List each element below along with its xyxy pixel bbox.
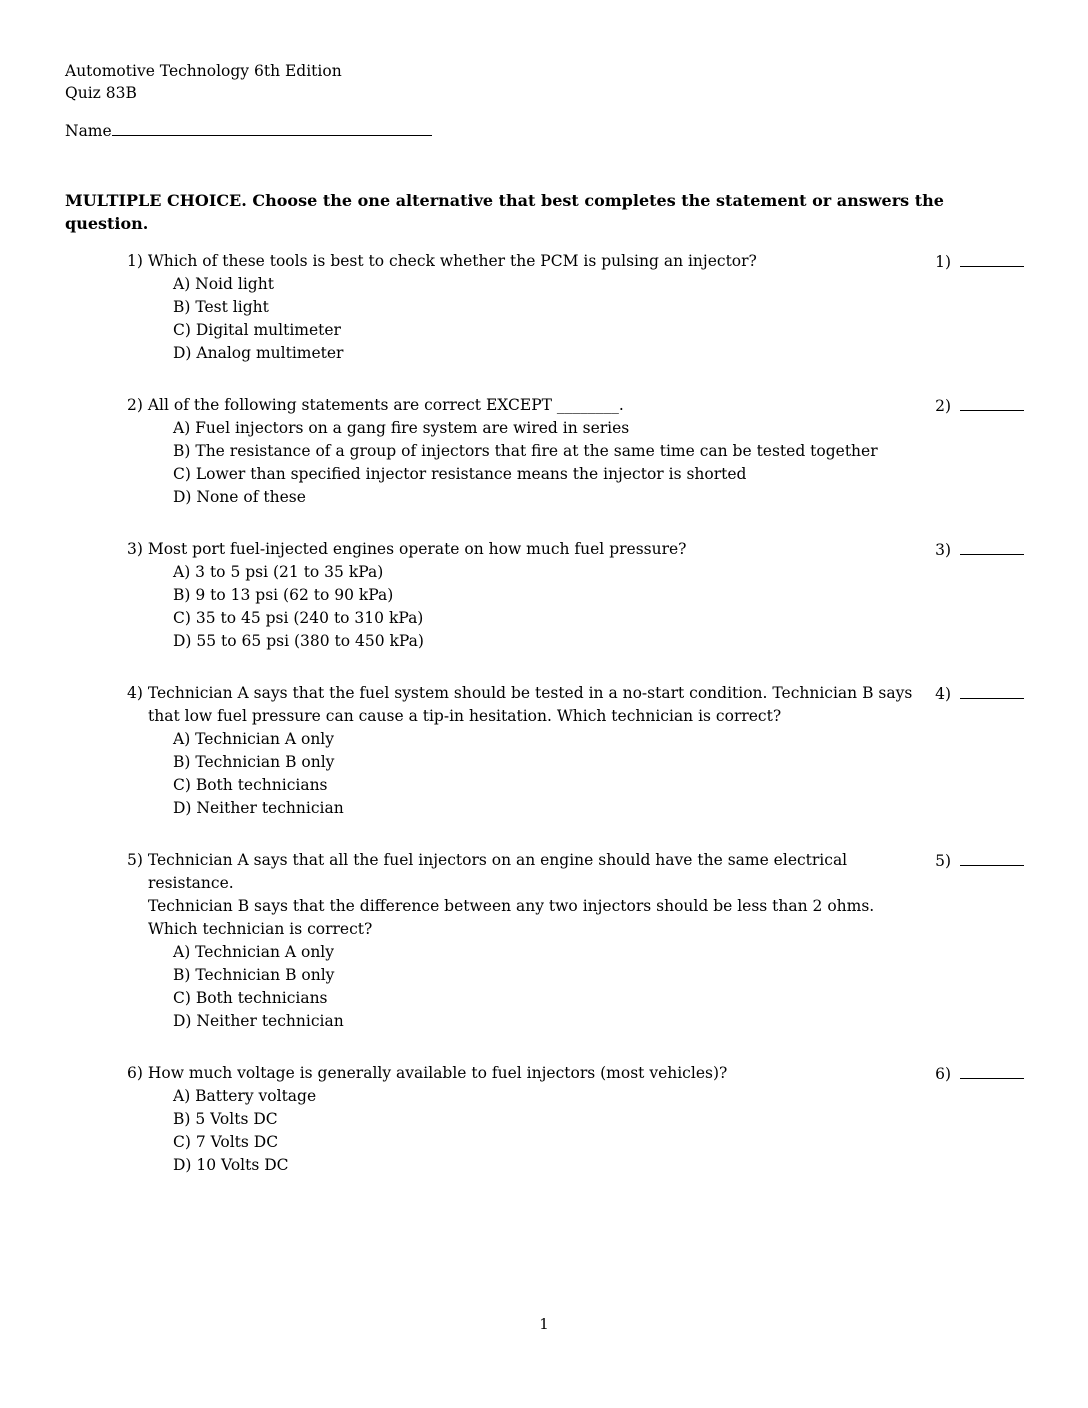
answer-number: 6) [935,1065,951,1083]
answer-blank [960,682,1024,699]
question-lines [127,1062,918,1085]
name-blank [112,120,432,136]
section-title: MULTIPLE CHOICE. Choose the one alternative that best completes the statement or answers the question. [65,191,944,233]
document-header [65,60,1024,104]
question-number: 1) [127,252,143,270]
answer-area [924,250,1024,274]
question-body [127,1062,918,1177]
choice: A) Technician A only [173,943,335,961]
choice: B) The resistance of a group of injectors that fire at the same time can be tested together [173,442,878,460]
answer-blank [960,394,1024,411]
choice: B) 9 to 13 psi (62 to 90 kPa) [173,586,394,604]
question-first-line: 6) How much voltage is generally available to fuel injectors (most vehicles)? [127,1064,728,1082]
answer-blank [960,250,1024,267]
answer-number: 3) [935,541,951,559]
answer-blank [960,538,1024,555]
quiz-title: Quiz 83B [65,84,137,102]
choice: D) 55 to 65 psi (380 to 450 kPa) [173,632,424,650]
choice: C) Lower than specified injector resistance means the injector is shorted [173,465,747,483]
choices [127,417,918,509]
question-first-line: 3) Most port fuel-injected engines operate on how much fuel pressure? [127,540,687,558]
choices [127,561,918,653]
question [127,1062,1024,1177]
answer-number: 4) [935,685,951,703]
name-row [65,120,1024,142]
question-body [127,538,918,653]
question-body [127,250,918,365]
answer-number: 1) [935,253,951,271]
question-number: 6) [127,1064,143,1082]
answer-number: 5) [935,852,951,870]
question-lines [127,849,918,941]
question-lines [127,394,918,417]
question-number: 4) [127,684,143,702]
choice: B) Test light [173,298,269,316]
choices [127,941,918,1033]
choice: D) Neither technician [173,1012,344,1030]
question-line: Technician B says that the difference between any two injectors should be less than 2 ohms. [148,897,875,915]
question [127,682,1024,820]
name-label: Name [65,122,112,140]
choice: C) Digital multimeter [173,321,341,339]
question-lines [127,250,918,273]
question-body [127,682,918,820]
choice: D) 10 Volts DC [173,1156,289,1174]
question-body [127,394,918,509]
choice: B) Technician B only [173,753,335,771]
question-first-line: 5) Technician A says that all the fuel injectors on an engine should have the same electrical resistance. [127,851,848,892]
answer-area [924,538,1024,562]
question-number: 5) [127,851,143,869]
choice: B) Technician B only [173,966,335,984]
question-first-line: 2) All of the following statements are correct EXCEPT ________. [127,396,624,414]
question [127,394,1024,509]
book-title: Automotive Technology 6th Edition [65,62,342,80]
question-first-line: 1) Which of these tools is best to check whether the PCM is pulsing an injector? [127,252,757,270]
choice: A) Battery voltage [173,1087,317,1105]
question-number: 3) [127,540,143,558]
choices [127,1085,918,1177]
answer-area [924,849,1024,873]
choice: D) Neither technician [173,799,344,817]
answer-number: 2) [935,397,951,415]
choice: C) 7 Volts DC [173,1133,279,1151]
answer-area [924,394,1024,418]
question-list [65,250,1024,1177]
answer-area [924,682,1024,706]
answer-blank [960,849,1024,866]
choice: C) Both technicians [173,776,328,794]
choices [127,273,918,365]
page-footer [0,1313,1088,1336]
question-number: 2) [127,396,143,414]
choice: D) Analog multimeter [173,344,344,362]
question-lines [127,538,918,561]
question [127,849,1024,1033]
choice: A) Fuel injectors on a gang fire system are wired in series [173,419,630,437]
choice: D) None of these [173,488,306,506]
question-body [127,849,918,1033]
choice: C) Both technicians [173,989,328,1007]
choice: A) Noid light [173,275,274,293]
choice: B) 5 Volts DC [173,1110,278,1128]
page-number: 1 [539,1315,549,1333]
question [127,250,1024,365]
question-line: Which technician is correct? [148,920,373,938]
question [127,538,1024,653]
answer-blank [960,1062,1024,1079]
choice: A) 3 to 5 psi (21 to 35 kPa) [173,563,384,581]
question-first-line: 4) Technician A says that the fuel system should be tested in a no-start condition. Technician B says that low fuel pressure can cause a tip-in hesitation. Which technician is correct? [127,684,913,725]
choice: A) Technician A only [173,730,335,748]
answer-area [924,1062,1024,1086]
choice: C) 35 to 45 psi (240 to 310 kPa) [173,609,424,627]
question-lines [127,682,918,728]
choices [127,728,918,820]
